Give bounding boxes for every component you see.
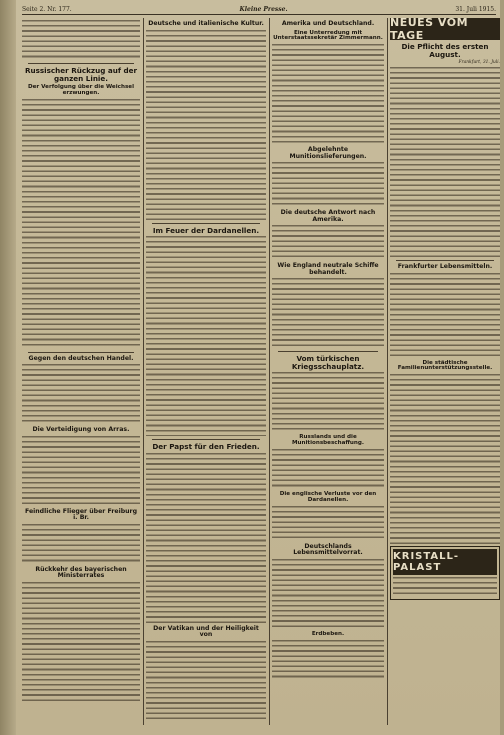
divider xyxy=(278,351,378,352)
article-text xyxy=(22,20,140,60)
divider xyxy=(28,63,134,64)
column-rule xyxy=(387,18,388,725)
headline-english-losses: Die englische Verluste vor den Dardanellen. xyxy=(279,491,377,503)
article-text xyxy=(22,99,140,349)
headline-first-august: Die Pflicht des ersten August. xyxy=(401,42,489,59)
headline-freiburg: Feindliche Flieger über Freiburg i. Br. xyxy=(24,507,138,522)
headline-dardanelles: Im Feuer der Dardanellen. xyxy=(152,225,260,235)
article-text xyxy=(272,225,384,260)
article-text xyxy=(272,44,384,144)
column-1 xyxy=(22,18,140,725)
article-text xyxy=(146,236,266,436)
article-text xyxy=(146,30,266,220)
divider xyxy=(28,352,134,353)
header-page-number: Seite 2. Nr. 177. xyxy=(22,5,72,13)
headline-food-supply: Deutschlands Lebensmittelvorrat. xyxy=(293,542,363,557)
subheadline: Der Verfolgung über die Weichsel erzwungen. xyxy=(27,84,134,96)
column-4 xyxy=(390,18,500,725)
article-text xyxy=(272,559,384,629)
headline-america-germany: Amerika und Deutschland. xyxy=(281,20,375,27)
headline-bavarian-council: Rückkehr des bayerischen Ministerrates xyxy=(35,565,127,580)
headline-german-trade: Gegen den deutschen Handel. xyxy=(28,354,134,362)
divider xyxy=(152,439,260,440)
neues-vom-tage-banner: NEUES VOM TAGE xyxy=(390,18,500,40)
column-3 xyxy=(272,18,384,725)
article-text xyxy=(272,640,384,680)
column-rule xyxy=(143,18,144,725)
subheadline: Eine Unterredung mit Unterstaatssekretär Zimmermann. xyxy=(273,29,383,42)
page-header xyxy=(22,4,496,15)
dateline: Frankfurt, 31. Juli. xyxy=(458,60,500,66)
headline-german-answer: Die deutsche Antwort nach Amerika. xyxy=(280,209,376,223)
column-rule xyxy=(269,18,270,725)
header-date: 31. Juli 1915. xyxy=(455,5,496,13)
column-2 xyxy=(146,18,266,725)
header-paper-title: Kleine Presse. xyxy=(239,5,288,13)
article-text xyxy=(22,364,140,424)
headline-england-ships: Wie England neutrale Schiffe behandelt. xyxy=(277,262,379,276)
headline-russia-munitions: Russlands und die Munitionsbeschaffung. xyxy=(291,434,365,447)
article-text xyxy=(272,278,384,348)
headline-culture: Deutsche und italienische Kultur. xyxy=(148,20,264,27)
headline-frankfurt-food: Frankfurter Lebensmitteln. xyxy=(397,263,493,271)
article-text xyxy=(146,641,266,721)
headline-pope-peace: Der Papst für den Frieden. xyxy=(152,442,260,452)
article-text xyxy=(390,374,500,544)
headline-family-support: Die städtische Familienunterstützungsstelle. xyxy=(397,359,493,372)
article-text xyxy=(22,524,140,564)
ad-text xyxy=(393,577,497,595)
headline-vatican: Der Vatikan und der Heiligkeit von xyxy=(153,624,259,639)
article-text xyxy=(390,273,500,358)
headline-earthquake: Erdbeben. xyxy=(311,630,345,637)
article-text xyxy=(22,582,140,702)
article-text xyxy=(272,506,384,541)
kristall-palast-ad: KRISTALL-PALAST xyxy=(393,549,497,575)
article-text xyxy=(146,453,266,623)
advertisement xyxy=(390,546,500,600)
divider xyxy=(396,260,494,261)
page-right-edge xyxy=(500,0,504,735)
headline-munitions: Abgelehnte Munitionslieferungen. xyxy=(289,146,367,160)
article-text xyxy=(22,436,140,506)
article-text xyxy=(272,449,384,489)
divider xyxy=(152,223,260,224)
page-binding-edge xyxy=(0,0,16,735)
article-text xyxy=(390,67,500,257)
headline-russian-retreat: Russischer Rückzug auf der ganzen Linie. xyxy=(24,66,138,83)
article-text xyxy=(272,162,384,207)
article-text xyxy=(272,372,384,432)
headline-turkish-front: Vom türkischen Kriegsschauplatz. xyxy=(291,354,365,371)
headline-arras: Die Verteidigung von Arras. xyxy=(32,426,130,434)
